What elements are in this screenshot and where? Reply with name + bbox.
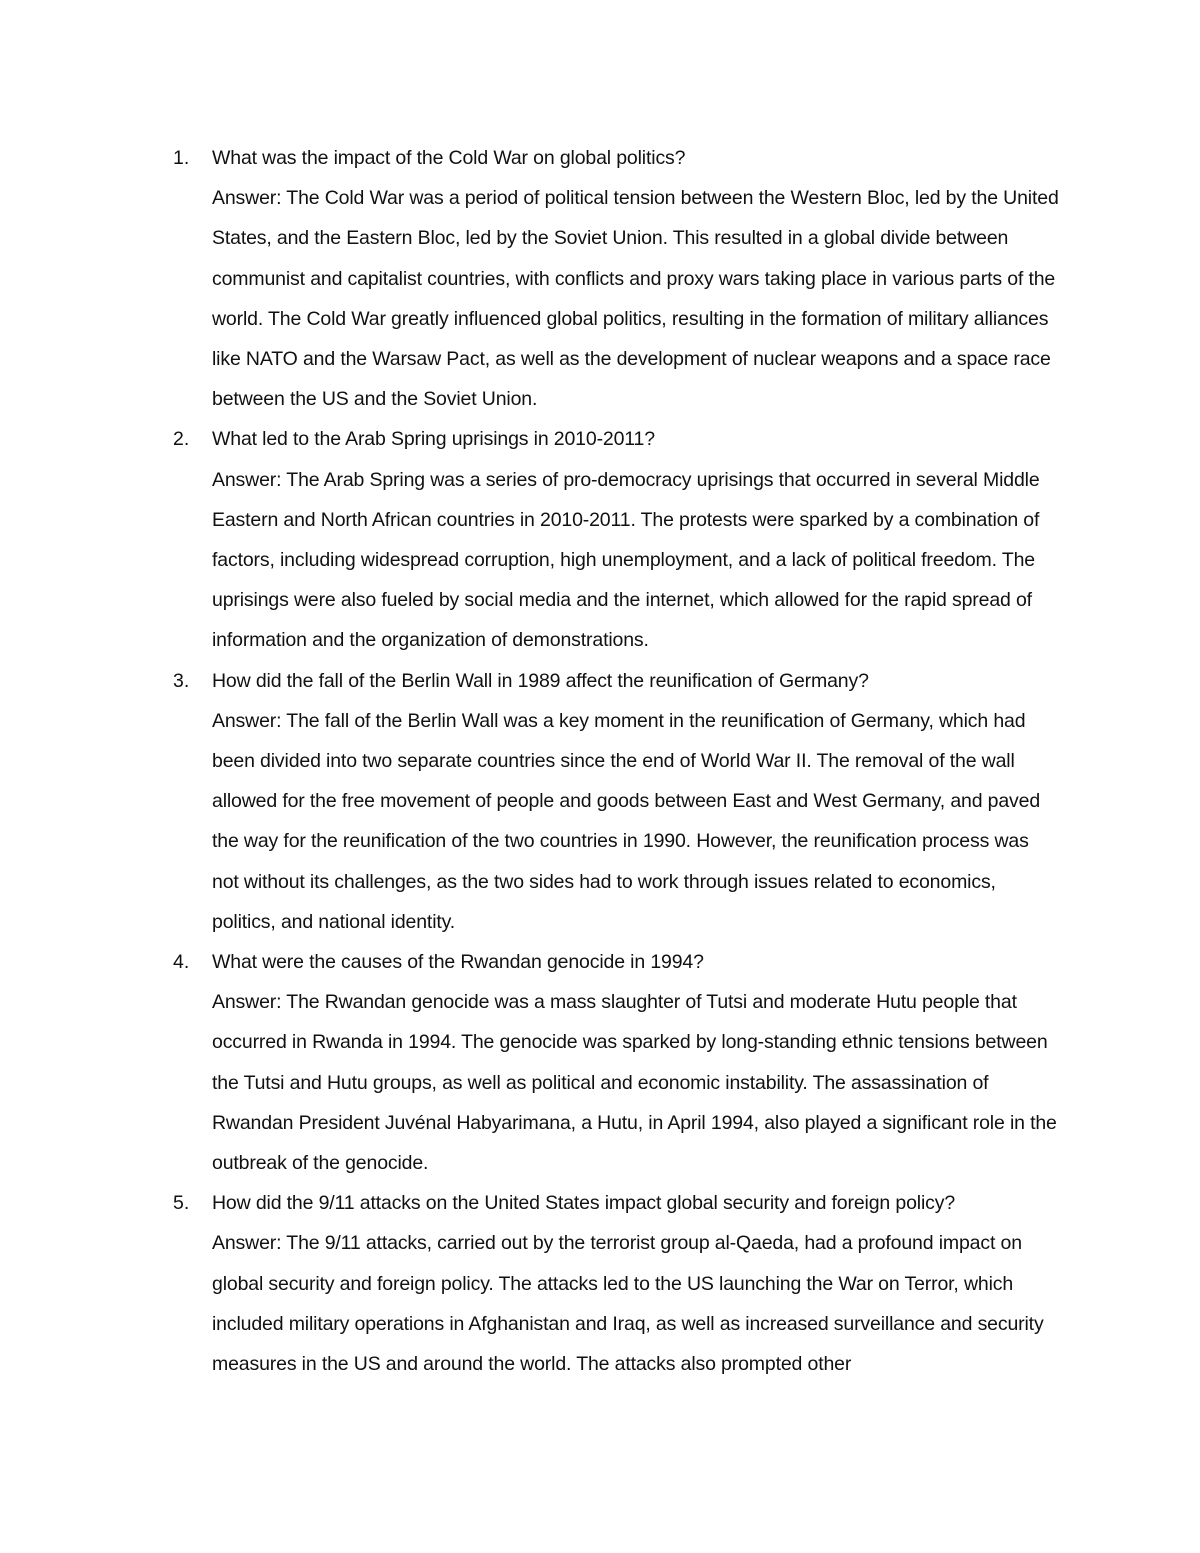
question-list: [0, 138, 1200, 1384]
question-item-5: [0, 1183, 1200, 1384]
question-item-1: [0, 138, 1200, 419]
answer-text: Answer: The Cold War was a period of political tension between the Western Bloc, led by the United States, and the Eastern Bloc, led by the Soviet Union. This resulted in a global divide between communist and capitalist countries, with conflicts and proxy wars taking place in various parts of the world. The Cold War greatly influenced global politics, resulting in the formation of military alliances like NATO and the Warsaw Pact, as well as the development of nuclear weapons and a space race between the US and the Soviet Union.: [212, 187, 1059, 411]
question-text: What was the impact of the Cold War on global politics?: [212, 147, 686, 169]
question-item-4: [0, 942, 1200, 1183]
question-number: 1.: [173, 147, 190, 169]
answer-text: Answer: The Arab Spring was a series of pro-democracy uprisings that occurred in several Middle Eastern and North African countries in 2010-2011. The protests were sparked by a combination of factors, including widespread corruption, high unemployment, and a lack of political freedom. The uprisings were also fueled by social media and the internet, which allowed for the rapid spread of information and the organization of demonstrations.: [212, 468, 1040, 652]
question-number: 5.: [173, 1192, 190, 1215]
question-text: What led to the Arab Spring uprisings in 2010-2011?: [212, 428, 655, 451]
answer-text: Answer: The 9/11 attacks, carried out by the terrorist group al-Qaeda, had a profound impact on global security and foreign policy. The attacks led to the US launching the War on Terror, which included military operations in Afghanistan and Iraq, as well as increased surveillance and security measures in the US and around the world. The attacks also prompted other: [212, 1232, 1044, 1376]
question-item-2: [0, 419, 1200, 660]
question-text: How did the 9/11 attacks on the United States impact global security and foreign policy?: [212, 1192, 956, 1215]
question-number: 4.: [173, 951, 190, 974]
question-item-3: [0, 661, 1200, 942]
answer-text: Answer: The fall of the Berlin Wall was a key moment in the reunification of Germany, which had been divided into two separate countries since the end of World War II. The removal of the wall allowed for the free movement of people and goods between East and West Germany, and paved the way for the reunification of the two countries in 1990. However, the reunification process was not without its challenges, as the two sides had to work through issues related to economics, politics, and national identity.: [212, 709, 1041, 933]
question-text: How did the fall of the Berlin Wall in 1989 affect the reunification of Germany?: [212, 669, 869, 692]
question-text: What were the causes of the Rwandan genocide in 1994?: [212, 951, 704, 974]
question-number: 3.: [173, 669, 190, 692]
answer-text: Answer: The Rwandan genocide was a mass slaughter of Tutsi and moderate Hutu people that occurred in Rwanda in 1994. The genocide was sparked by long-standing ethnic tensions between the Tutsi and Hutu groups, as well as political and economic instability. The assassination of Rwandan President Juvénal Habyarimana, a Hutu, in April 1994, also played a significant role in the outbreak of the genocide.: [212, 991, 1057, 1175]
question-number: 2.: [173, 428, 190, 451]
